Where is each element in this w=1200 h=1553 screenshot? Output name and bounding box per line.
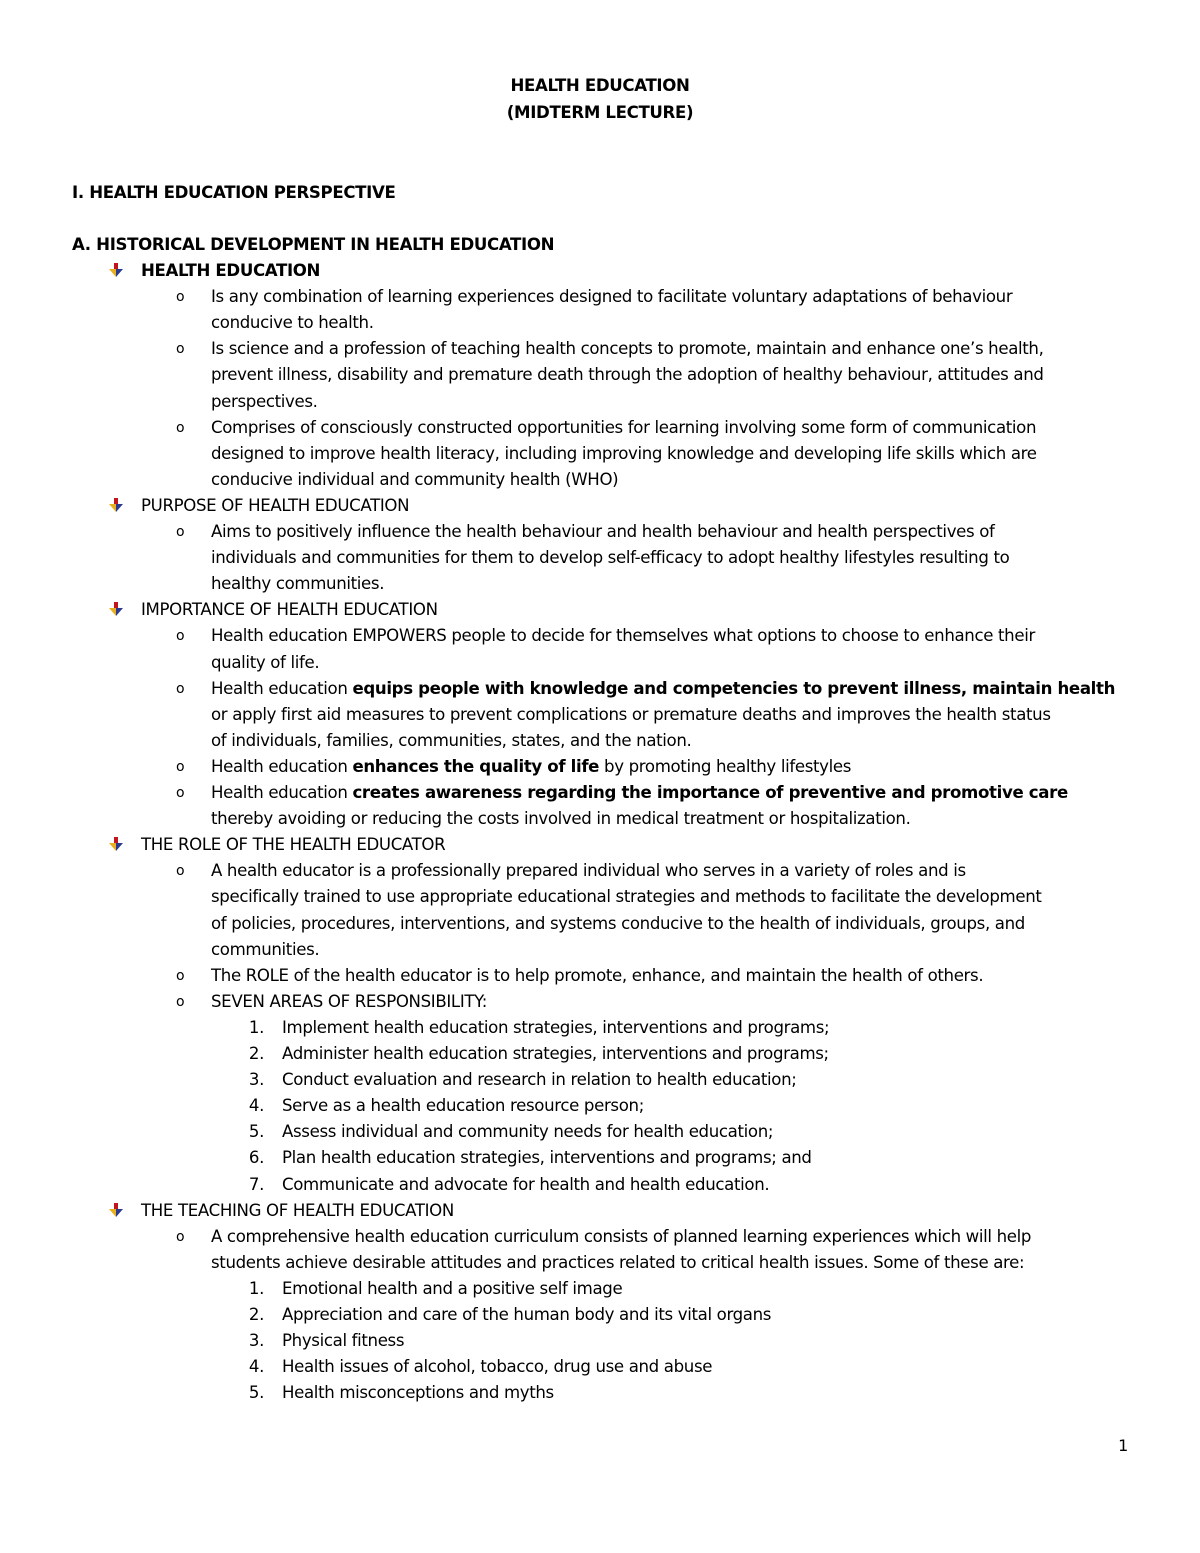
list-number: 4. xyxy=(248,1357,264,1377)
bullet-text xyxy=(211,780,1068,806)
bullet-text: thereby avoiding or reducing the costs involved in medical treatment or hospitalization. xyxy=(211,809,911,829)
bullet-text-plain: Health education xyxy=(211,756,353,776)
list-number: 7. xyxy=(248,1174,264,1194)
list-number: 3. xyxy=(248,1331,264,1351)
hollow-bullet-icon: o xyxy=(176,680,185,697)
hollow-bullet-icon: o xyxy=(176,341,185,358)
numbered-item: Implement health education strategies, interventions and programs; xyxy=(282,1017,830,1037)
bullet-text: The ROLE of the health educator is to help promote, enhance, and maintain the health of others. xyxy=(211,965,984,985)
numbered-item: Physical fitness xyxy=(282,1331,405,1351)
hollow-bullet-icon: o xyxy=(176,785,185,801)
topic-heading: THE ROLE OF THE HEALTH EDUCATOR xyxy=(141,835,446,855)
arrow-bullet-icon xyxy=(108,601,124,617)
topic-heading: IMPORTANCE OF HEALTH EDUCATION xyxy=(141,600,438,620)
arrow-bullet-icon xyxy=(108,836,124,852)
numbered-item: Communicate and advocate for health and health education. xyxy=(282,1174,770,1194)
arrow-bullet-icon xyxy=(108,262,124,278)
bullet-text: SEVEN AREAS OF RESPONSIBILITY: xyxy=(211,991,487,1011)
bullet-text-plain: Health education xyxy=(211,783,353,802)
numbered-item: Serve as a health education resource person; xyxy=(282,1096,644,1116)
hollow-bullet-icon: o xyxy=(176,967,185,984)
hollow-bullet-icon: o xyxy=(176,419,185,436)
topic-heading: HEALTH EDUCATION xyxy=(141,261,321,280)
bullet-text: A health educator is a professionally prepared individual who serves in a variety of roles and is xyxy=(211,861,966,881)
bullet-text: Health education EMPOWERS people to decide for themselves what options to choose to enhance their xyxy=(211,626,1035,646)
list-number: 5. xyxy=(248,1122,264,1142)
numbered-item: Health issues of alcohol, tobacco, drug use and abuse xyxy=(282,1357,713,1377)
arrow-bullet-icon xyxy=(108,497,124,513)
bullet-text: Is any combination of learning experiences designed to facilitate voluntary adaptations of behaviour xyxy=(211,287,1013,307)
bullet-text: individuals and communities for them to develop self-efficacy to adopt healthy lifestyles resulting to xyxy=(211,548,1010,568)
bullet-text xyxy=(211,676,1115,702)
bullet-text-bold: creates awareness regarding the importance of preventive and promotive care xyxy=(352,783,1068,802)
bullet-text: or apply first aid measures to prevent complications or premature deaths and improves the health status xyxy=(211,704,1051,724)
topic-heading: THE TEACHING OF HEALTH EDUCATION xyxy=(141,1200,454,1220)
bullet-text: Is science and a profession of teaching health concepts to promote, maintain and enhance one’s health, xyxy=(211,339,1044,359)
numbered-item: Plan health education strategies, interventions and programs; and xyxy=(282,1148,812,1168)
bullet-text: perspectives. xyxy=(211,391,318,411)
bullet-text: quality of life. xyxy=(211,652,320,672)
subsection-heading: A. HISTORICAL DEVELOPMENT IN HEALTH EDUCATION xyxy=(72,235,555,254)
hollow-bullet-icon: o xyxy=(176,758,185,775)
numbered-item: Emotional health and a positive self image xyxy=(282,1278,623,1298)
bullet-text: A comprehensive health education curriculum consists of planned learning experiences which will help xyxy=(211,1226,1032,1246)
bullet-text: specifically trained to use appropriate educational strategies and methods to facilitate the development xyxy=(211,887,1042,907)
bullet-text-plain: Health education xyxy=(211,678,353,698)
hollow-bullet-icon: o xyxy=(176,628,185,645)
list-number: 2. xyxy=(248,1305,264,1324)
bullet-text: Comprises of consciously constructed opportunities for learning involving some form of communication xyxy=(211,417,1037,437)
numbered-item: Health misconceptions and myths xyxy=(282,1383,554,1403)
list-number: 1. xyxy=(248,1017,264,1037)
hollow-bullet-icon: o xyxy=(176,524,185,540)
bullet-text xyxy=(211,754,851,780)
bullet-text: conducive individual and community health (WHO) xyxy=(211,469,619,489)
bullet-text: designed to improve health literacy, including improving knowledge and developing life skills which are xyxy=(211,443,1037,463)
bullet-text: Aims to positively influence the health behaviour and health behaviour and health perspectives of xyxy=(211,522,995,541)
list-number: 6. xyxy=(248,1148,264,1168)
hollow-bullet-icon: o xyxy=(176,863,185,880)
arrow-bullet-icon xyxy=(108,1202,124,1218)
bullet-text-plain: by promoting healthy lifestyles xyxy=(599,756,852,776)
list-number: 5. xyxy=(248,1383,264,1403)
bullet-text-bold: enhances the quality of life xyxy=(352,756,600,776)
list-number: 1. xyxy=(248,1278,264,1298)
topic-heading: PURPOSE OF HEALTH EDUCATION xyxy=(141,495,410,515)
bullet-text: students achieve desirable attitudes and practices related to critical health issues. Some of these are: xyxy=(211,1252,1025,1272)
document-title: HEALTH EDUCATION xyxy=(510,76,690,95)
list-number: 4. xyxy=(248,1096,264,1116)
numbered-item: Assess individual and community needs for health education; xyxy=(282,1122,774,1142)
hollow-bullet-icon: o xyxy=(176,1228,185,1245)
bullet-text: of policies, procedures, interventions, and systems conducive to the health of individuals, groups, and xyxy=(211,913,1025,933)
document-subtitle: (MIDTERM LECTURE) xyxy=(506,103,694,122)
numbered-item: Administer health education strategies, interventions and programs; xyxy=(282,1044,829,1063)
numbered-item: Appreciation and care of the human body and its vital organs xyxy=(282,1305,772,1324)
list-number: 3. xyxy=(248,1070,264,1090)
bullet-text: prevent illness, disability and premature death through the adoption of healthy behaviour, attitudes and xyxy=(211,365,1044,385)
bullet-text: of individuals, families, communities, states, and the nation. xyxy=(211,730,692,750)
hollow-bullet-icon: o xyxy=(176,993,185,1010)
bullet-text: conducive to health. xyxy=(211,313,374,333)
hollow-bullet-icon: o xyxy=(176,289,185,306)
numbered-item: Conduct evaluation and research in relation to health education; xyxy=(282,1070,797,1090)
list-number: 2. xyxy=(248,1044,264,1063)
page-number: 1 xyxy=(1118,1436,1128,1455)
bullet-text: healthy communities. xyxy=(211,574,385,594)
section-heading: I. HEALTH EDUCATION PERSPECTIVE xyxy=(72,183,396,202)
bullet-text-bold: equips people with knowledge and competencies to prevent illness, maintain health xyxy=(352,678,1116,698)
bullet-text: communities. xyxy=(211,939,320,959)
